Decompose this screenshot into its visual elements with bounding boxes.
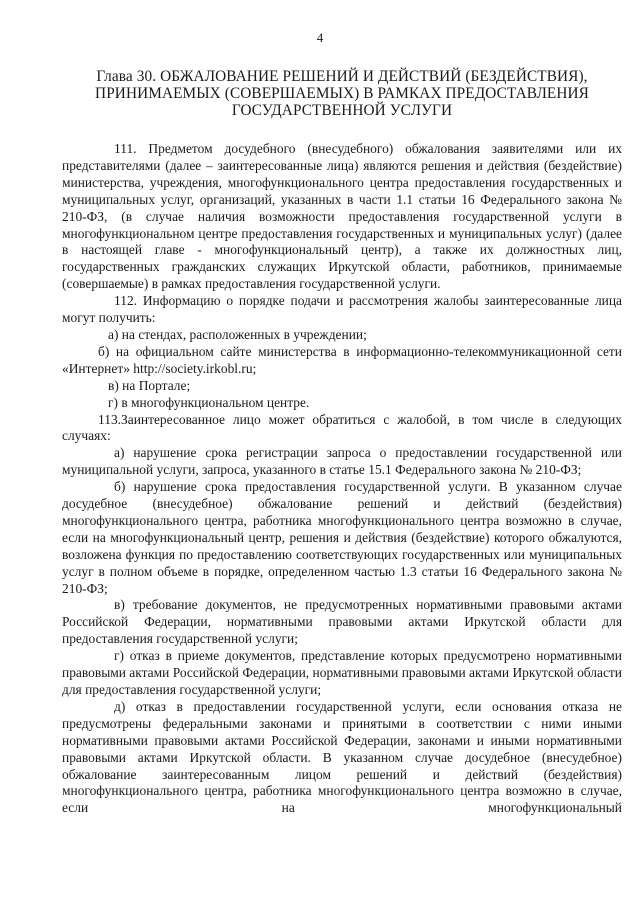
chapter-title <box>62 68 622 119</box>
chapter-title-line-3: ГОСУДАРСТВЕННОЙ УСЛУГИ <box>231 102 453 119</box>
paragraph-112-b: б) на официальном сайте министерства в информационно-телекоммуникационной сети «Интернет» http://society.irkobl.ru; <box>62 343 622 376</box>
paragraph-112-a: а) на стендах, расположенных в учреждении; <box>108 326 367 342</box>
paragraph-112-g: г) в многофункциональном центре. <box>108 394 310 410</box>
paragraph-113-a: а) нарушение срока регистрации запроса о предоставлении государственной или муниципальной услуги, запроса, указанного в статье 15.1 Федерального закона № 210-ФЗ; <box>62 445 622 478</box>
page-number: 4 <box>316 30 324 45</box>
paragraph-112: 112. Информацию о порядке подачи и рассмотрения жалобы заинтересованные лица могут получить: <box>62 293 622 326</box>
chapter-title-line-2: ПРИНИМАЕМЫХ (СОВЕРШАЕМЫХ) В РАМКАХ ПРЕДОСТАВЛЕНИЯ <box>95 85 589 102</box>
chapter-title-line-1: Глава 30. ОБЖАЛОВАНИЕ РЕШЕНИЙ И ДЕЙСТВИЙ (БЕЗДЕЙСТВИЯ), <box>96 68 588 85</box>
paragraph-111: 111. Предметом досудебного (внесудебного) обжалования заявителями или их представителями (далее – заинтересованные лица) являются решения и действия (бездействие) министерства, учреждения, многофункционального центра предоставления государственных и муниципальных услуг, организаций, указанных в части 1.1 статьи 16 Федерального закона № 210-ФЗ, (в случае наличия возможности предоставления государственной услуги в многофункциональном центре предоставления государственных и муниципальных услуг) (далее в настоящей главе - многофункциональный центр), а также их должностных лиц, государственных гражданских служащих Иркутской области, работников, принимаемые (совершаемые) в рамках предоставления государственной услуги. <box>62 141 622 292</box>
paragraph-113-v: в) требование документов, не предусмотренных нормативными правовыми актами Российской Федерации, нормативными правовыми актами Иркутской области для предоставления государственной услуги; <box>62 597 622 647</box>
paragraph-113-b: б) нарушение срока предоставления государственной услуги. В указанном случае досудебное (внесудебное) обжалование решений и действий (бездействия) многофункционального центра, работника многофункционального центра возможно в случае, если на многофункциональный центр, решения и действия (бездействие) которого обжалуются, возложена функция по предоставлению соответствующих государственных или муниципальных услуг в полном объеме в порядке, определенном частью 1.3 статьи 16 Федерального закона № 210-ФЗ; <box>62 479 622 596</box>
paragraph-113-g: г) отказ в приеме документов, представление которых предусмотрено нормативными правовыми актами Российской Федерации, нормативными правовыми актами Иркутской области для предоставления государственной услуги; <box>62 648 622 697</box>
paragraph-112-v: в) на Портале; <box>108 377 191 393</box>
paragraph-113: 113.Заинтересованное лицо может обратиться с жалобой, в том числе в следующих случаях: <box>62 411 622 444</box>
document-body <box>62 141 622 817</box>
paragraph-113-d: д) отказ в предоставлении государственной услуги, если основания отказа не предусмотрены федеральными законами и принятыми в соответствии с ними иными нормативными правовыми актами Российской Федерации, законами и иными нормативными правовыми актами Иркутской области. В указанном случае досудебное (внесудебное) обжалование заинтересованным лицом решений и действий (бездействия) многофункционального центра, работника многофункционального центра возможно в случае, если на многофункциональный <box>62 698 622 816</box>
